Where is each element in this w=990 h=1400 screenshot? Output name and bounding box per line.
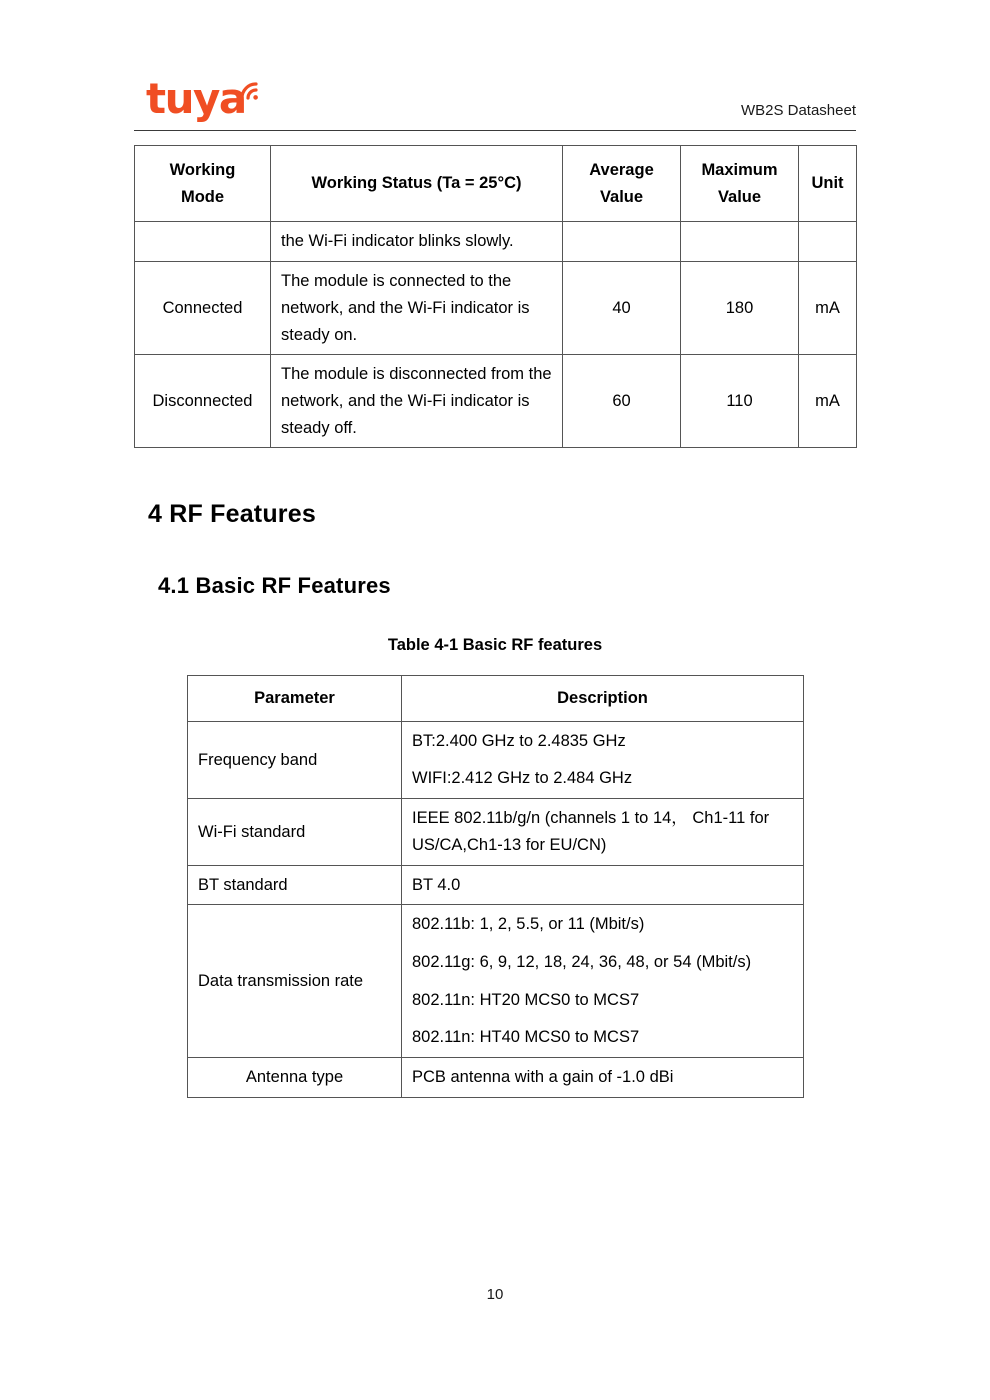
section-heading-4: 4 RF Features <box>148 500 316 528</box>
column-header-parameter: Parameter <box>188 676 402 722</box>
cell-parameter: Frequency band <box>188 721 402 798</box>
cell-working-status: The module is disconnected from the network, and the Wi-Fi indicator is steady off. <box>271 355 563 448</box>
description-line: 802.11g: 6, 9, 12, 18, 24, 36, 48, or 54 (Mbit/s) <box>412 953 752 972</box>
table-row <box>135 355 857 448</box>
cell-average-value: 40 <box>563 262 681 355</box>
table-header-row <box>188 676 804 722</box>
table-row <box>135 262 857 355</box>
logo-wordmark: tuya <box>146 74 246 123</box>
section-heading-4-1: 4.1 Basic RF Features <box>158 573 391 598</box>
header-line-1: Average <box>589 161 654 179</box>
document-title: WB2S Datasheet <box>740 102 856 119</box>
cell-working-mode: Disconnected <box>135 355 271 448</box>
description-line: WIFI:2.412 GHz to 2.484 GHz <box>412 769 633 788</box>
cell-parameter: BT standard <box>188 865 402 905</box>
wifi-signal-icon <box>238 78 264 102</box>
tuya-logo <box>146 74 266 124</box>
table-header-row <box>135 146 857 222</box>
cell-unit <box>799 222 857 262</box>
table-row <box>188 1058 804 1098</box>
cell-description <box>402 721 804 798</box>
header-line-2: Value <box>717 187 762 206</box>
table-row <box>188 905 804 1058</box>
description-line: BT:2.400 GHz to 2.4835 GHz <box>412 731 626 750</box>
cell-working-status: the Wi-Fi indicator blinks slowly. <box>271 222 563 262</box>
cell-unit: mA <box>799 355 857 448</box>
column-header-description: Description <box>402 676 804 722</box>
cell-unit: mA <box>799 262 857 355</box>
rf-table-caption: Table 4-1 Basic RF features <box>387 636 603 654</box>
power-consumption-table <box>134 145 857 448</box>
header-line-2: Value <box>599 187 644 206</box>
cell-parameter: Antenna type <box>188 1058 402 1098</box>
description-line: 802.11b: 1, 2, 5.5, or 11 (Mbit/s) <box>412 915 645 934</box>
header-line-1: Working <box>169 161 236 179</box>
table-row <box>135 222 857 262</box>
cell-maximum-value: 180 <box>681 262 799 355</box>
cell-working-mode: Connected <box>135 262 271 355</box>
description-line: 802.11n: HT20 MCS0 to MCS7 <box>412 990 640 1009</box>
cell-average-value <box>563 222 681 262</box>
cell-description: BT 4.0 <box>402 865 804 905</box>
table-row <box>188 865 804 905</box>
cell-description: PCB antenna with a gain of -1.0 dBi <box>402 1058 804 1098</box>
page-number: 10 <box>486 1286 504 1303</box>
header-divider <box>134 130 856 131</box>
column-header-average-value <box>563 146 681 222</box>
cell-description: IEEE 802.11b/g/n (channels 1 to 14， Ch1-11 for US/CA,Ch1-13 for EU/CN) <box>402 799 804 865</box>
table-row <box>188 799 804 865</box>
page-header <box>134 66 856 136</box>
cell-parameter: Data transmission rate <box>188 905 402 1058</box>
header-line-2: Mode <box>180 187 225 206</box>
basic-rf-features-table <box>187 675 804 1098</box>
column-header-working-mode <box>135 146 271 222</box>
column-header-maximum-value <box>681 146 799 222</box>
cell-parameter: Wi-Fi standard <box>188 799 402 865</box>
description-line: 802.11n: HT40 MCS0 to MCS7 <box>412 1028 640 1047</box>
cell-description <box>402 905 804 1058</box>
cell-working-status: The module is connected to the network, and the Wi-Fi indicator is steady on. <box>271 262 563 355</box>
cell-average-value: 60 <box>563 355 681 448</box>
column-header-working-status: Working Status (Ta = 25°C) <box>271 146 563 222</box>
header-line-1: Maximum <box>701 161 778 179</box>
cell-maximum-value <box>681 222 799 262</box>
column-header-unit: Unit <box>799 146 857 222</box>
cell-working-mode <box>135 222 271 262</box>
table-row <box>188 721 804 798</box>
cell-maximum-value: 110 <box>681 355 799 448</box>
